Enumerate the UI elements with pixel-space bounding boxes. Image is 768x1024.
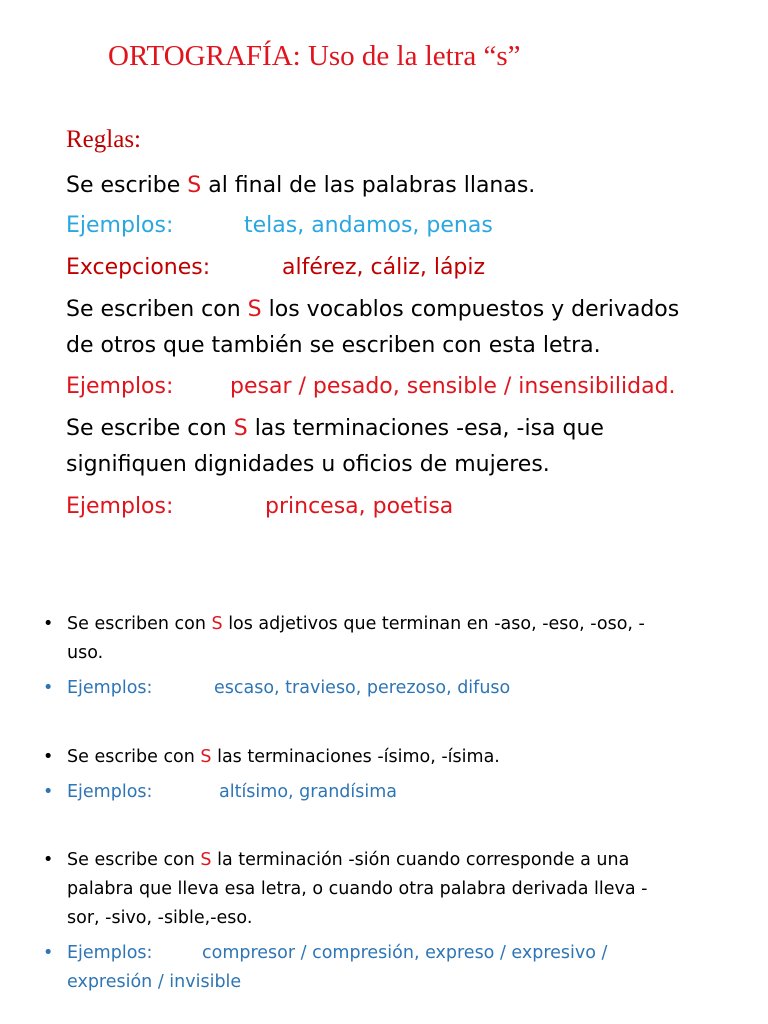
ejemplos-values: princesa, poetisa: [265, 494, 454, 519]
bullet-item-2: [43, 743, 747, 772]
letter-s: S: [211, 614, 223, 634]
letter-s: S: [247, 297, 262, 322]
bullet-item-1: [43, 610, 747, 668]
rule3-line1: [66, 411, 604, 447]
ejemplos-values: altísimo, grandísima: [219, 782, 398, 802]
bullet-1-post: los adjetivos que terminan en -aso, -eso, -oso, -: [222, 614, 645, 634]
ejemplos-label: Ejemplos:: [67, 943, 153, 963]
ejemplos-label: Ejemplos:: [66, 494, 174, 519]
bullet-3-line3: sor, -sivo, -sible,-eso.: [67, 908, 253, 928]
ejemplos-label: Ejemplos:: [67, 782, 153, 802]
bullet-item-3: [43, 846, 747, 933]
rule3-post: las terminaciones -esa, -isa que: [247, 416, 604, 441]
letter-s: S: [187, 173, 202, 198]
bullet-3-ejemplos-line1: [67, 939, 747, 968]
bullet-3-ejemplos-line2: expresión / invisible: [67, 972, 242, 992]
rule2-line1: [66, 292, 679, 328]
rule1-text: [66, 168, 535, 204]
letter-s: S: [200, 747, 212, 767]
bullet-1-pre: Se escriben con: [67, 614, 212, 634]
bullet-3-line2: palabra que lleva esa letra, o cuando otra palabra derivada lleva -: [67, 879, 648, 899]
excepciones-label: Excepciones:: [66, 255, 211, 280]
rule1-post: al final de las palabras llanas.: [201, 173, 536, 198]
bullet-ejemplos-2: [43, 778, 747, 807]
bullet-3-post: la terminación -sión cuando corresponde a una: [211, 850, 630, 870]
bullet-icon: •: [43, 782, 54, 802]
rule1-ejemplos: [66, 208, 493, 244]
ejemplos-values: telas, andamos, penas: [244, 213, 493, 238]
rule2-line2: de otros que también se escriben con esta letra.: [66, 333, 601, 358]
bullet-2-pre: Se escribe con: [67, 747, 201, 767]
bullet-icon: •: [43, 943, 54, 963]
letter-s: S: [200, 850, 212, 870]
excepciones-values: alférez, cáliz, lápiz: [282, 255, 486, 280]
bullet-icon: •: [43, 850, 54, 870]
bullet-icon: •: [43, 614, 54, 634]
rule2-ejemplos: [66, 369, 676, 405]
ejemplos-label: Ejemplos:: [66, 374, 174, 399]
bullet-ejemplos-3: [43, 939, 747, 997]
bullet-2-post: las terminaciones -ísimo, -ísima.: [211, 747, 500, 767]
bullet-3-line1: [67, 846, 747, 875]
bullet-icon: •: [43, 678, 54, 698]
bullet-3-pre: Se escribe con: [67, 850, 201, 870]
bullet-1-line1: [67, 610, 747, 639]
rule2-post: los vocablos compuestos y derivados: [261, 297, 680, 322]
bullet-1-line2: uso.: [67, 643, 104, 663]
rule1-pre: Se escribe: [66, 173, 188, 198]
rule3-ejemplos: [66, 489, 453, 525]
ejemplos-values: compresor / compresión, expreso / expresivo /: [202, 943, 608, 963]
ejemplos-label: Ejemplos:: [66, 213, 174, 238]
rule1-excepciones: [66, 250, 485, 286]
page-title: ORTOGRAFÍA: Uso de la letra “s”: [108, 40, 521, 72]
ejemplos-values: escaso, travieso, perezoso, difuso: [214, 678, 511, 698]
bullet-icon: •: [43, 747, 54, 767]
rule3-pre: Se escribe con: [66, 416, 234, 441]
reglas-heading: Reglas:: [66, 126, 141, 153]
rule3-line2: signifiquen dignidades u oficios de mujeres.: [66, 452, 550, 477]
ejemplos-label: Ejemplos:: [67, 678, 153, 698]
bullet-ejemplos-1: [43, 674, 747, 703]
letter-s: S: [233, 416, 248, 441]
ejemplos-values: pesar / pesado, sensible / insensibilidad.: [230, 374, 676, 399]
rule2-pre: Se escriben con: [66, 297, 248, 322]
